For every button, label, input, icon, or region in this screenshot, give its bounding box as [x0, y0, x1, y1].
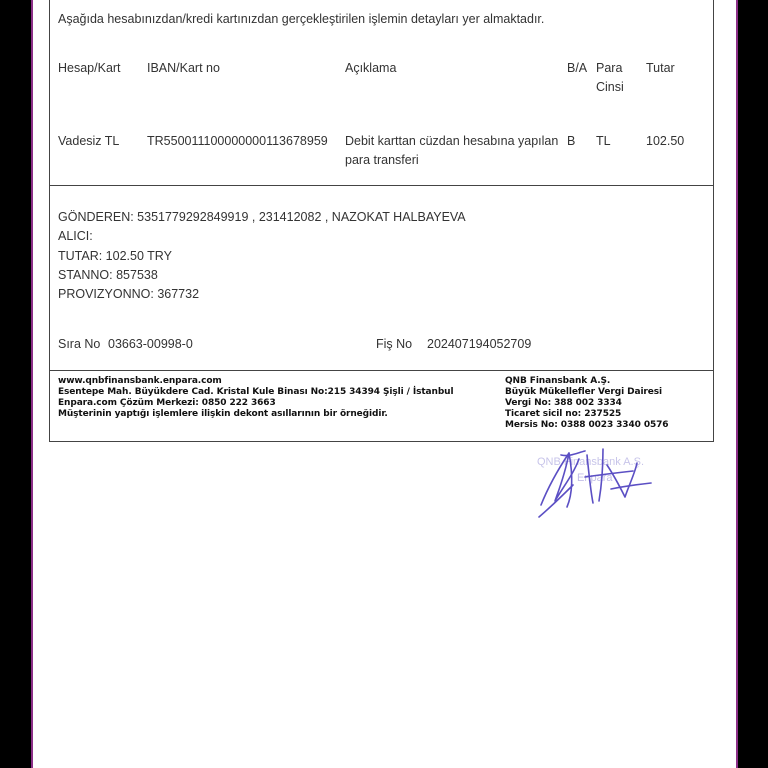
footer-tax-no: Vergi No: 388 002 3334	[505, 398, 622, 408]
cell-amount: 102.50	[646, 134, 685, 148]
footer-website: www.qnbfinansbank.enpara.com	[58, 376, 222, 386]
footer-company: QNB Finansbank A.Ş.	[505, 376, 611, 386]
signature-stamp	[503, 445, 663, 525]
cell-description-line2: para transferi	[345, 153, 419, 167]
sequence-value: 03663-00998-0	[108, 337, 193, 351]
cell-iban: TR550011100000000113678959	[147, 134, 328, 148]
footer-support: Enpara.com Çözüm Merkezi: 0850 222 3663	[58, 398, 276, 408]
slip-label: Fiş No	[376, 337, 413, 351]
col-header-currency-line2: Cinsi	[596, 80, 624, 94]
footer-note: Müşterinin yaptığı işlemlere ilişkin dekont asıllarının bir örneğidir.	[58, 409, 388, 419]
footer-address: Esentepe Mah. Büyükdere Cad. Kristal Kule Binası No:215 34394 Şişli / İstanbul	[58, 387, 454, 397]
col-header-iban: IBAN/Kart no	[147, 61, 220, 75]
footer-tax-office: Büyük Mükellefler Vergi Dairesi	[505, 387, 663, 397]
viewer-right-margin	[736, 0, 768, 768]
sender-line: GÖNDEREN: 5351779292849919 , 231412082 , NAZOKAT HALBAYEVA	[58, 210, 466, 224]
col-header-description: Açıklama	[345, 61, 397, 75]
footer-mersis: Mersis No: 0388 0023 3340 0576	[505, 420, 669, 430]
cell-currency: TL	[596, 134, 611, 148]
receipt-page[interactable]	[33, 0, 736, 768]
stamp-line2: Enpara	[577, 472, 613, 484]
provision-line: PROVIZYONNO: 367732	[58, 287, 200, 301]
viewer-left-margin	[0, 0, 33, 768]
receipt-document	[49, 0, 714, 442]
divider-footer	[50, 370, 713, 371]
cell-account: Vadesiz TL	[58, 134, 120, 148]
col-header-account: Hesap/Kart	[58, 61, 121, 75]
amount-line: TUTAR: 102.50 TRY	[58, 249, 172, 263]
intro-text: Aşağıda hesabınızdan/kredi kartınızdan gerçekleştirilen işlemin detayları yer almaktadır.	[58, 12, 545, 26]
sequence-label: Sıra No	[58, 337, 101, 351]
footer-trade-registry: Ticaret sicil no: 237525	[505, 409, 622, 419]
cell-ba: B	[567, 134, 576, 148]
cell-description: Debit karttan cüzdan hesabına yapılan	[345, 134, 559, 148]
divider-table	[50, 185, 713, 186]
stamp-line1: QNB Finansbank A.Ş.	[537, 456, 644, 468]
receiver-line: ALICI:	[58, 229, 93, 243]
col-header-amount: Tutar	[646, 61, 675, 75]
stan-line: STANNO: 857538	[58, 268, 158, 282]
slip-value: 202407194052709	[427, 337, 532, 351]
col-header-currency: Para	[596, 61, 623, 75]
col-header-ba: B/A	[567, 61, 588, 75]
